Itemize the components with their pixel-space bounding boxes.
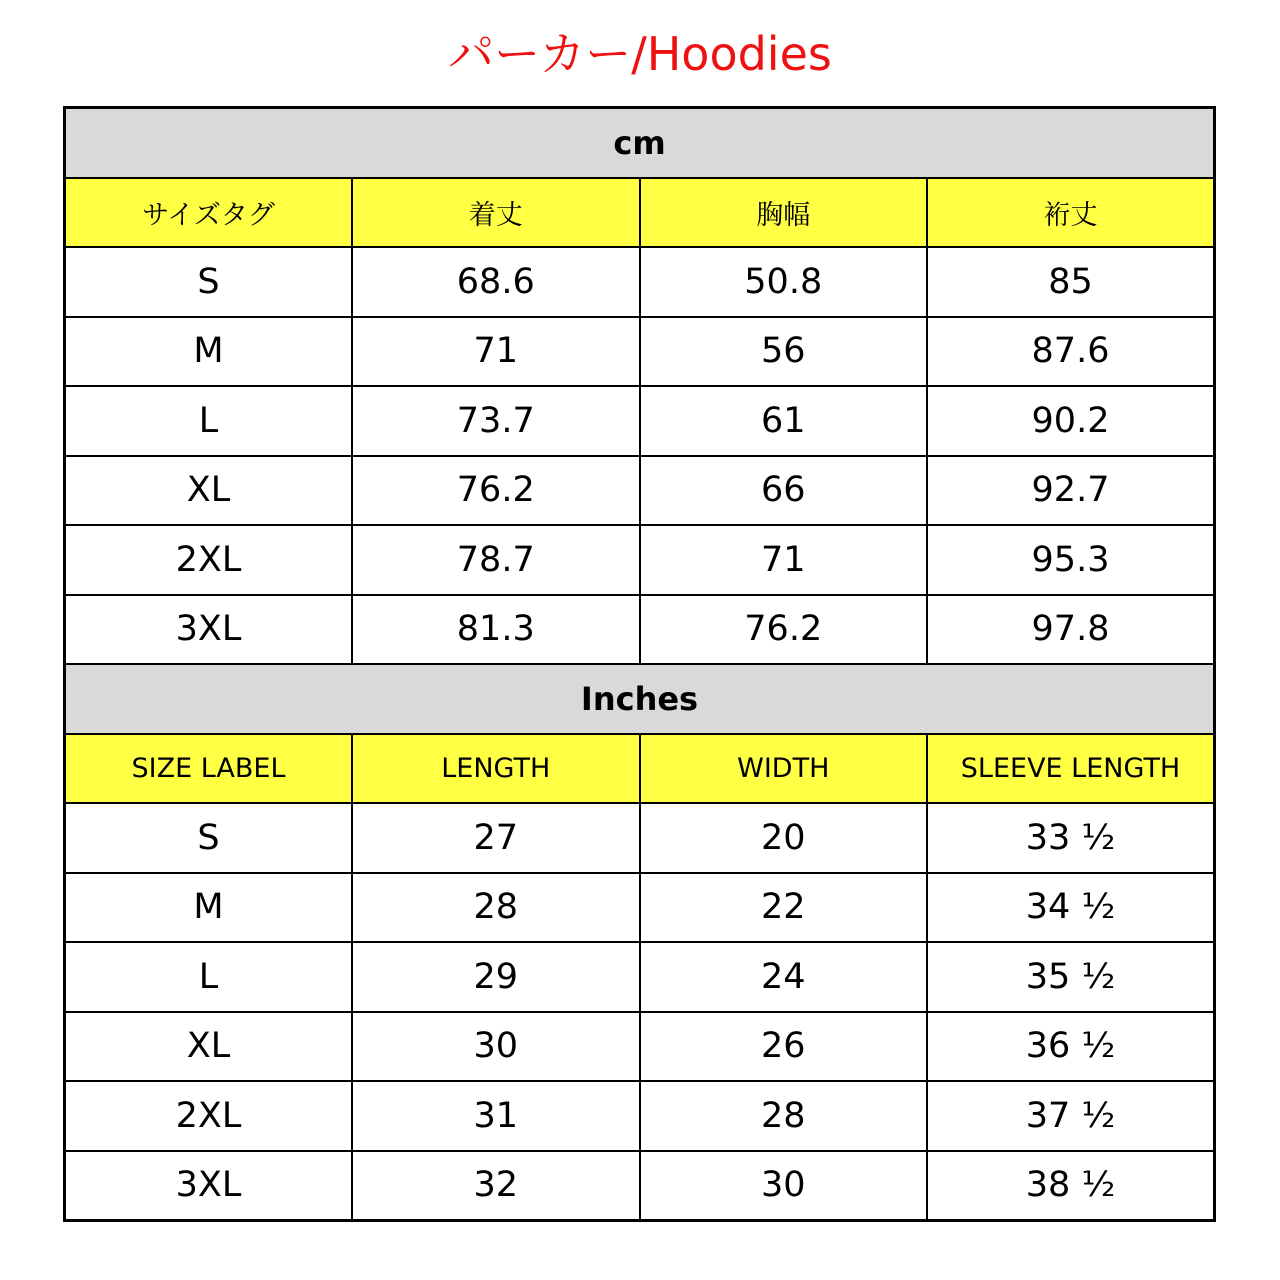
page-title: パーカー/Hoodies (448, 27, 832, 81)
value-cell: 30 (352, 1012, 640, 1082)
size-cell: M (65, 317, 353, 387)
table-row (65, 1012, 1215, 1082)
value-cell: 76.2 (352, 456, 640, 526)
value-cell: 35 ½ (927, 942, 1215, 1012)
table-row (65, 386, 1215, 456)
value-cell: 34 ½ (927, 873, 1215, 943)
section-unit-label: cm (65, 108, 1215, 178)
value-cell: 76.2 (640, 595, 928, 665)
table-row (65, 456, 1215, 526)
table-row (65, 247, 1215, 317)
section-header-row (65, 108, 1215, 178)
value-cell: 56 (640, 317, 928, 387)
size-cell: 2XL (65, 525, 353, 595)
value-cell: 29 (352, 942, 640, 1012)
section-unit-label: Inches (65, 664, 1215, 734)
value-cell: 85 (927, 247, 1215, 317)
value-cell: 71 (640, 525, 928, 595)
value-cell: 24 (640, 942, 928, 1012)
table-row (65, 1151, 1215, 1221)
value-cell: 30 (640, 1151, 928, 1221)
value-cell: 26 (640, 1012, 928, 1082)
section-header-row (65, 664, 1215, 734)
table-row (65, 317, 1215, 387)
value-cell: 28 (352, 873, 640, 943)
value-cell: 33 ½ (927, 803, 1215, 873)
size-cell: S (65, 247, 353, 317)
size-cell: 3XL (65, 595, 353, 665)
size-cell: XL (65, 456, 353, 526)
size-cell: M (65, 873, 353, 943)
size-cell: 2XL (65, 1081, 353, 1151)
value-cell: 71 (352, 317, 640, 387)
value-cell: 32 (352, 1151, 640, 1221)
value-cell: 73.7 (352, 386, 640, 456)
value-cell: 87.6 (927, 317, 1215, 387)
value-cell: 27 (352, 803, 640, 873)
value-cell: 66 (640, 456, 928, 526)
value-cell: 36 ½ (927, 1012, 1215, 1082)
size-cell: 3XL (65, 1151, 353, 1221)
value-cell: 22 (640, 873, 928, 943)
column-header: 着丈 (352, 178, 640, 248)
value-cell: 28 (640, 1081, 928, 1151)
value-cell: 20 (640, 803, 928, 873)
value-cell: 92.7 (927, 456, 1215, 526)
column-header: サイズタグ (65, 178, 353, 248)
column-header: WIDTH (640, 734, 928, 804)
value-cell: 90.2 (927, 386, 1215, 456)
column-header: 裄丈 (927, 178, 1215, 248)
value-cell: 38 ½ (927, 1151, 1215, 1221)
size-cell: XL (65, 1012, 353, 1082)
value-cell: 81.3 (352, 595, 640, 665)
column-header: LENGTH (352, 734, 640, 804)
value-cell: 97.8 (927, 595, 1215, 665)
size-cell: L (65, 942, 353, 1012)
table-row (65, 525, 1215, 595)
value-cell: 95.3 (927, 525, 1215, 595)
value-cell: 50.8 (640, 247, 928, 317)
column-header-row (65, 178, 1215, 248)
column-header: SIZE LABEL (65, 734, 353, 804)
size-chart-table (63, 106, 1216, 1222)
table-row (65, 873, 1215, 943)
value-cell: 68.6 (352, 247, 640, 317)
column-header-row (65, 734, 1215, 804)
value-cell: 31 (352, 1081, 640, 1151)
column-header: 胸幅 (640, 178, 928, 248)
table-row (65, 1081, 1215, 1151)
table-row (65, 803, 1215, 873)
value-cell: 78.7 (352, 525, 640, 595)
size-cell: L (65, 386, 353, 456)
table-row (65, 942, 1215, 1012)
value-cell: 61 (640, 386, 928, 456)
size-cell: S (65, 803, 353, 873)
value-cell: 37 ½ (927, 1081, 1215, 1151)
table-row (65, 595, 1215, 665)
column-header: SLEEVE LENGTH (927, 734, 1215, 804)
